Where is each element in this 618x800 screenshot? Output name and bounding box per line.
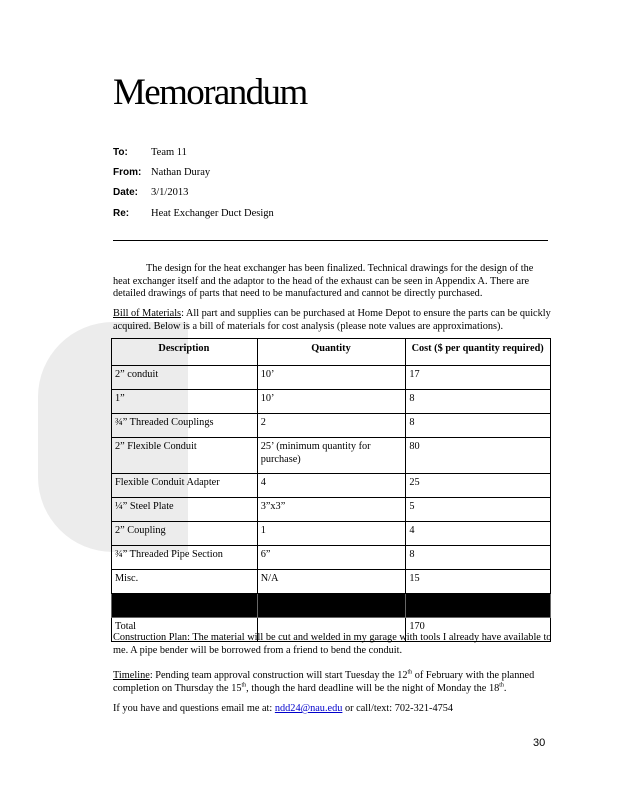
cell-description: 2” conduit: [112, 366, 258, 390]
construction-paragraph: [113, 632, 553, 657]
cell-quantity: 2: [257, 414, 406, 438]
cell-description: 2” Flexible Conduit: [112, 438, 258, 474]
timeline-text: , though the hard deadline will be the night of Monday the 18: [246, 682, 500, 694]
timeline-text: : Pending team approval construction will start Tuesday the 12: [149, 670, 408, 681]
cell-quantity: 6”: [257, 546, 406, 570]
table-row: [112, 546, 551, 570]
timeline-paragraph: [113, 670, 553, 695]
table-row: [112, 366, 551, 390]
construction-text: : The material will be cut and welded in my garage with tools I already have available to me. A pipe bender will be borrowed from a friend to bend the conduit.: [113, 632, 552, 656]
bom-text: : All part and supplies can be purchased at Home Depot to ensure the parts can be quickly acquired. Below is a bill of materials for cost analysis (please note values are approximations).: [113, 308, 551, 332]
header-value: Heat Exchanger Duct Design: [151, 208, 274, 219]
header-divider: [113, 240, 548, 241]
cell-cost: 80: [406, 438, 551, 474]
total-label: Total: [112, 618, 258, 642]
header-label: From:: [113, 167, 142, 178]
intro-paragraph: The design for the heat exchanger has been finalized. Technical drawings for the design of the heat exchanger itself and the adaptor to the head of the exhaust can be seen in Appendix A. There are detailed drawings of parts that need to be manufactured and cannot be directly purchased.: [113, 263, 534, 299]
blacked-out-row: [112, 594, 551, 618]
cell-cost: 8: [406, 390, 551, 414]
cell-description: 1”: [112, 390, 258, 414]
cell-quantity: 3”x3”: [257, 498, 406, 522]
header-value: Nathan Duray: [151, 167, 211, 178]
email-link[interactable]: ndd24@nau.edu: [274, 703, 343, 714]
contact-text: If you have and questions email me at:: [113, 703, 275, 714]
table-row: [112, 570, 551, 594]
column-header: Cost ($ per quantity required): [406, 339, 551, 366]
table-row: [112, 438, 551, 474]
table-row: [112, 390, 551, 414]
header-label: To:: [113, 147, 128, 158]
cell-quantity: 10’: [257, 390, 406, 414]
cell-cost: 15: [406, 570, 551, 594]
header-label: Re:: [113, 208, 130, 219]
contact-paragraph: [113, 703, 553, 716]
cell-quantity: 4: [257, 474, 406, 498]
bom-paragraph: [113, 308, 553, 333]
timeline-text: .: [503, 682, 507, 694]
cell-quantity: 25’ (minimum quantity for purchase): [257, 438, 406, 474]
cell-quantity: 1: [257, 522, 406, 546]
cell-description: 2” Coupling: [112, 522, 258, 546]
ordinal-suffix: th: [407, 669, 413, 676]
memo-title: Memorandum: [113, 72, 307, 113]
total-value: 170: [406, 618, 551, 642]
cell-cost: 8: [406, 546, 551, 570]
cell-cost: 4: [406, 522, 551, 546]
table-row: [112, 498, 551, 522]
bill-of-materials-table: [111, 338, 551, 642]
ordinal-suffix: th: [241, 682, 247, 689]
cell-quantity: N/A: [257, 570, 406, 594]
timeline-label: Timeline: [113, 670, 150, 681]
cell-description: ¼” Steel Plate: [112, 498, 258, 522]
timeline-text: of February with the planned completion on Thursday the 15: [113, 670, 535, 694]
cell-description: Misc.: [112, 570, 258, 594]
cell-cost: 5: [406, 498, 551, 522]
cell-quantity: 10’: [257, 366, 406, 390]
table-row: [112, 474, 551, 498]
header-label: Date:: [113, 187, 139, 198]
table-header-row: [112, 339, 551, 366]
cell-description: ¾” Threaded Couplings: [112, 414, 258, 438]
column-header: Quantity: [257, 339, 406, 366]
cell-cost: 25: [406, 474, 551, 498]
redacted-cell: [257, 594, 406, 618]
cell-description: Flexible Conduit Adapter: [112, 474, 258, 498]
bom-label: Bill of Materials: [113, 308, 182, 319]
header-value: 3/1/2013: [151, 187, 189, 198]
cell-description: ¾” Threaded Pipe Section: [112, 546, 258, 570]
table-row: [112, 522, 551, 546]
cell-cost: 17: [406, 366, 551, 390]
header-value: Team 11: [151, 147, 187, 158]
page-number: 30: [533, 737, 546, 749]
column-header: Description: [112, 339, 258, 366]
contact-text: or call/text: 702-321-4754: [342, 703, 454, 714]
ordinal-suffix: th: [499, 682, 504, 689]
redacted-cell: [406, 594, 551, 618]
construction-label: Construction Plan: [113, 632, 188, 643]
cell-cost: 8: [406, 414, 551, 438]
table-row: [112, 414, 551, 438]
redacted-cell: [112, 594, 258, 618]
